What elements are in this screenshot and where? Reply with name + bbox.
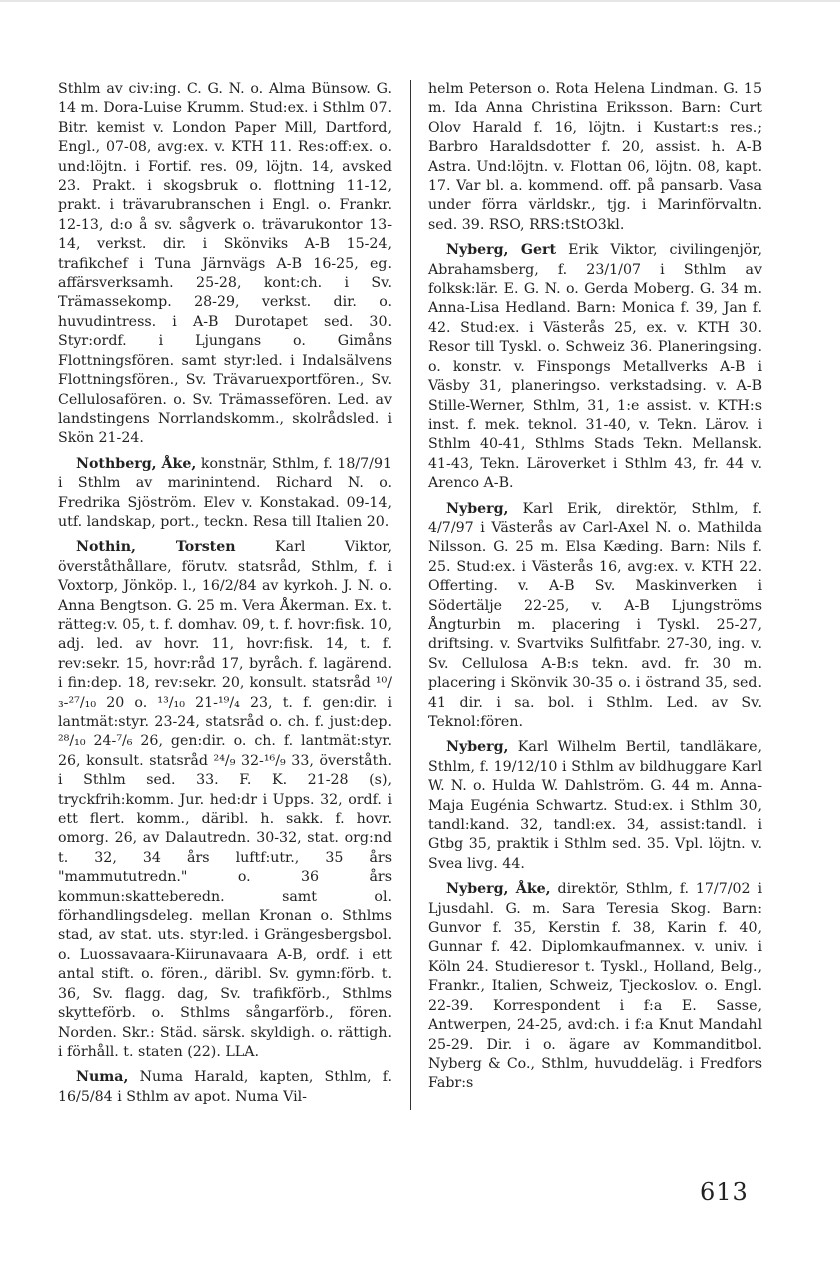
entry-name: Nyberg,: [446, 500, 509, 517]
entry-text: Karl Wilhelm Bertil, tandläkare, Sthlm, f. 19/12/10 i Sthlm av bildhuggare Karl W. N. o. Hulda W. Dahlström. G. 44 m. Anna-Maja Eugénia Schwartz. Stud:ex. i Sthlm 30, tandl:kand. 32, tandl:ex. 34, assist:tandl. i Gtbg 35, praktik i Sthlm sed. 35. Vpl. löjtn. v. Svea livg. 44.: [428, 739, 762, 872]
entry-nothberg-ake: [58, 455, 392, 533]
entry-continuation-right: [428, 80, 762, 235]
entry-text: Numa Harald, kapten, Sthlm, f. 16/5/84 i Sthlm av apot. Numa Vil-: [58, 1069, 392, 1105]
entry-nyberg-bertil: [428, 738, 762, 874]
entry-name: Nothin, Torsten: [76, 539, 236, 556]
top-edge: [0, 0, 840, 2]
entry-name: Nothberg, Åke,: [76, 455, 197, 472]
entry-text: Erik Viktor, civilingenjör, Abrahamsberg, f. 23/1/07 i Sthlm av folksk:lär. E. G. N. o. Gerda Moberg. G. 34 m. Anna-Lisa Hedland. Barn: Monica f. 39, Jan f. 42. Stud:ex. i Västerås 25, ex. v. KTH 30. Resor till Tyskl. o. Schweiz 36. Planeringsing. o. konstr. v. Finspongs Metallverks A-B i Väsby 31, planeringso. verkstadsing. v. A-B Stille-Werner, Sthlm, 31, 1:e assist. v. KTH:s inst. f. mek. teknol. 31-40, v. Tekn. Lärov. i Sthlm 40-41, Sthlms Stads Tekn. Mellansk. 41-43, Tekn. Läroverket i Sthlm 43, fr. 44 v. Arenco A-B.: [428, 242, 762, 492]
entry-text: direktör, Sthlm, f. 17/7/02 i Ljusdahl. G. m. Sara Teresia Skog. Barn: Gunvor f. 35, Kerstin f. 38, Karin f. 40, Gunnar f. 42. Diplomkaufmannex. v. univ. i Köln 24. Studieresor t. Tyskl., Holland, Belg., Frankr., Italien, Schweiz, Tjeckoslov. o. Engl. 22-39. Korrespondent i f:a E. Sasse, Antwerpen, 24-25, avd:ch. i f:a Knut Mandahl 25-29. Dir. i o. ägare av Kommanditbol. Nyberg & Co., Sthlm, huvuddeläg. i Fredfors Fabr:s: [428, 881, 762, 1092]
entry-name: Nyberg, Åke,: [446, 881, 551, 898]
entry-name: Nyberg, Gert: [446, 242, 557, 259]
entry-nothin-torsten: [58, 538, 392, 1062]
entry-text: helm Peterson o. Rota Helena Lindman. G. 15 m. Ida Anna Christina Eriksson. Barn: Curt Olov Harald f. 16, löjtn. i Kustart:s res.; Barbro Haraldsdotter f. 20, assist. h. A-B Astra. Und:löjtn. v. Flottan 06, löjtn. 08, kapt. 17. Var bl. a. kommend. off. på pansarb. Vasa under förra världskr., tjg. i Marinförvaltn. sed. 39. RSO, RRS:tStO3kl.: [428, 81, 762, 233]
entry-nyberg-gert: [428, 241, 762, 493]
entry-text: Sthlm av civ:ing. C. G. N. o. Alma Bünsow. G. 14 m. Dora-Luise Krumm. Stud:ex. i Sthlm 07. Bitr. kemist v. London Paper Mill, Dartford, Engl., 07-08, avg:ex. v. KTH 11. Res:off:ex. o. und:löjtn. i Fortif. res. 09, löjtn. 14, avsked 23. Prakt. i skogsbruk o. flottning 11-12, prakt. i trävarubranschen i Engl. o. Frankr. 12-13, d:o å sv. sågverk o. trävarukontor 13-14, verkst. dir. i Skönviks A-B 15-24, trafikchef i Tuna Järnvägs A-B 16-25, eg. affärsverksamh. 25-28, kont:ch. i Sv. Trämassekomp. 28-29, verkst. dir. o. huvudintress. i A-B Durotapet sed. 30. Styr:ordf. i Ljungans o. Gimåns Flottningsfören. samt styr:led. i Indalsälvens Flottningsfören., Sv. Trävaruexportfören., Sv. Cellulosafören. o. Sv. Trämassefören. Led. av landstingens Norrlandskomm., skolrådsled. i Skön 21-24.: [58, 81, 392, 447]
entry-text: konstnär, Sthlm, f. 18/7/91 i Sthlm av marinintend. Richard N. o. Fredrika Sjöström. Elev v. Konstakad. 09-14, utf. landskap, port., teckn. Resa till Italien 20.: [58, 455, 392, 530]
entry-name: Nyberg,: [446, 739, 509, 756]
entry-numa-harald: [58, 1068, 392, 1107]
column-divider: [410, 80, 411, 1110]
entry-nyberg-ake: [428, 880, 762, 1093]
entry-continuation-left: [58, 80, 392, 449]
entry-name: Numa,: [76, 1069, 129, 1086]
entry-text: Karl Viktor, överståthållare, förutv. statsråd, Sthlm, f. i Voxtorp, Jönköp. l., 16/2/84 av kyrkoh. J. N. o. Anna Bengtson. G. 25 m. Vera Åkerman. Ex. t. rätteg:v. 05, t. f. domhav. 09, t. f. hovr:fisk. 10, adj. led. av hovr. 11, hovr:fisk. 14, t. f. rev:sekr. 15, hovr:råd 17, byråch. f. lagärend. i fin:dep. 18, rev:sekr. 20, konsult. statsråd ¹⁰/₃-²⁷/₁₀ 20 o. ¹³/₁₀ 21-¹⁹/₄ 23, t. f. gen:dir. i lantmät:styr. 23-24, statsråd o. ch. f. just:dep. ²⁸/₁₀ 24-⁷/₆ 26, gen:dir. o. ch. f. lantmät:styr. 26, konsult. statsråd ²⁴/₉ 32-¹⁶/₉ 33, överståth. i Sthlm sed. 33. F. K. 21-28 (s), tryckfrih:komm. Jur. hed:dr i Upps. 32, ordf. i ett flert. komm., däribl. h. sakk. f. hovr. omorg. 26, av Dalautredn. 30-32, stat. org:nd t. 32, 34 års luftf:utr., 35 års "mammututredn." o. 36 års kommun:skatteberedn. samt ol. förhandlingsdeleg. mellan Kronan o. Sthlms stad, av stat. uts. styr:led. i Grängesbergsbol. o. Luossavaara-Kiirunavaara A-B, ordf. i ett antal stift. o. fören., däribl. Sv. gymn:förb. t. 36, Sv. flagg. dag, Sv. trafikförb., Sthlms skytteförb. o. Sthlms sångarförb., fören. Norden. Skr.: Städ. särsk. skyldigh. o. rättigh. i förhåll. t. staten (22). LLA.: [58, 539, 392, 1060]
page-number: 613: [700, 1178, 749, 1206]
left-column: [58, 80, 392, 1107]
right-column: [428, 80, 762, 1094]
entry-nyberg-erik: [428, 500, 762, 733]
entry-text: Karl Erik, direktör, Sthlm, f. 4/7/97 i Västerås av Carl-Axel N. o. Mathilda Nilsson. G. 25 m. Elsa Kæding. Barn: Nils f. 25. Stud:ex. i Västerås 16, avg:ex. v. KTH 22. Offerting. v. A-B Sv. Maskinverken i Södertälje 22-25, v. A-B Ljungströms Ångturbin m. placering i Tyskl. 25-27, driftsing. v. Svartviks Sulfitfabr. 27-30, ing. v. Sv. Cellulosa A-B:s tekn. avd. fr. 30 m. placering i Skönvik 30-35 o. i östrand 35, sed. 41 dir. i sa. bol. i Sthlm. Led. av Sv. Teknol:fören.: [428, 500, 762, 730]
